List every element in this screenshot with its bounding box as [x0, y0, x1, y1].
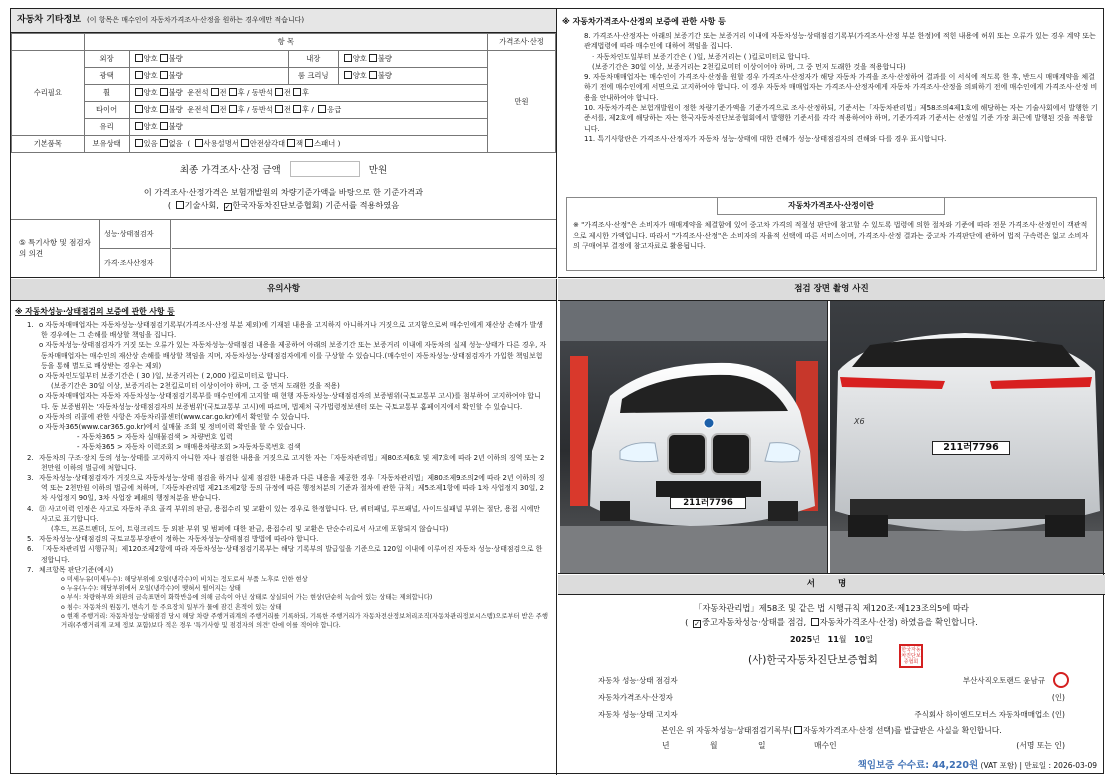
col-item-header: 항 목 — [84, 34, 487, 51]
guarantee-item-8-note: (보증기간은 30일 이상, 보증거리는 2천킬로미터 이상이어야 하며, 그 중 먼저 도래한 것을 적용합니다) — [592, 62, 906, 71]
room-bad-checkbox[interactable] — [369, 71, 377, 79]
sign-year: 2025 — [789, 635, 813, 644]
note-text: - 자동차365 > 자동차 실매물검색 > 차량번호 입력 — [77, 433, 233, 442]
note-number: 2. — [27, 453, 34, 462]
final-price-unit: 만원 — [368, 165, 388, 176]
note-number: 1. — [27, 321, 34, 329]
wheel-passenger-rear-checkbox[interactable] — [293, 88, 301, 96]
note-text: 자동차성능·상태점검의 국토교통부장관이 정하는 자동차성능·상태점검 방법에 따라야 합니다. — [39, 535, 319, 544]
inspection-report-page — [10, 8, 1104, 774]
notifier-value: 주식회사 하이엔드모터스 자동차매매업소 (인) — [914, 710, 1065, 719]
note-item — [27, 504, 548, 524]
note-text: ㉑ 사고이력 인정은 사고로 자동차 주요 골격 부위의 판금, 용접수리 및 교환이 있는 경우로 한정합니다. 단, 쿼터패널, 루프패널, 사이드실패널 부위는 절단, 용접 시에만 사고로 표기합니다. — [39, 504, 540, 523]
sign-date: 2025년 11월 10일 — [789, 635, 874, 644]
note-text: 자동차성능·상태점검자가 거짓으로 자동차성능·상태 점검을 하거나 실제 점검한 내용과 다른 내용을 제공한 경우「자동차관리법」제80조제9조의2에 따라 2년 이하의 징역 또는 2천만원 이하의 벌금에 처하며,「자동차관리법 제21조제2항 등의 규정에 따른 행정처분의 기준과 절차에 관한 규칙」제5조제1항에 따라 1차 사업정지 30일, 2차 사업정지 90일, 3차 사업장 폐쇄의 행정처분을 받습니다. — [39, 474, 545, 503]
exterior-label: 외장 — [84, 51, 129, 68]
note-text: o 자동차성능·상태점검자가 거짓 또는 오류가 있는 자동차성능·상태점검 내용을 제공하여 아래의 보증기간 또는 보증거리 이내에 자동차의 실제 성능·상태가 다른 경우, 자동차매매업자는 매수인의 재산상 손해를 배상할 책임을 지며, 자동차성능·상태점검자에게 이를 구상할 수 있습니다.(매수인이 자동차성능·상태점검자가 가입한 책임보험 등을 통해 별도로 배상받는 경우는 제외) — [39, 341, 547, 370]
note-text: o 자동차매매업자는 자동차 자동차성능·상태점검기록부를 매수인에게 고지할 때 현행 자동차성능·상태점검자의 보증범위(국토교통부 고시)를 첨부하여 고지하여야 합니다. 동 보증범위는 '자동차성능·상태점검자의 보증범위'(국토교통부 고시)에 따르며, 법제처 국가법령정보센터 또는 국토교통부 홈페이지에서 확인할 수 있습니다. — [39, 392, 541, 411]
pricer-opinion-label: 가격·조사산정자 — [104, 259, 154, 267]
note-text: 자동차의 구조·장치 등의 성능·상태를 고지하지 아니한 자나 점검한 내용을 거짓으로 고지한 자는「자동차관리법」제80조제6호 및 제7호에 따라 2년 이하의 징역 또는 2천만원 이하의 벌금에 처합니다. — [39, 453, 545, 472]
basis-tech-society-checkbox[interactable] — [176, 201, 184, 209]
inspector-stamp — [1053, 672, 1069, 688]
note-item — [41, 371, 548, 381]
price-definition-box — [566, 197, 1097, 271]
wheel-driver-front-checkbox[interactable] — [211, 88, 219, 96]
special-notes-label: ⑤ 특기사항 및 점검자의 의견 — [19, 238, 91, 258]
front-car-image — [560, 301, 828, 574]
jack-checkbox[interactable] — [287, 139, 295, 147]
final-price-row — [11, 161, 556, 177]
notes-section — [11, 279, 557, 775]
vat-note: (VAT 포함) — [980, 761, 1018, 770]
room-cleaning-label: 룸 크리닝 — [288, 68, 338, 85]
guarantee-item-8: 8. 가격조사·산정자는 아래의 보증기간 또는 보증거리 이내에 자동차성능·상태점검기록부(가격조사·산정 부분 한정)에 적힌 내용에 허위 또는 오류가 있는 경우 계약 또는 관계법령에 따라 매수인에 대하여 책임을 집니다. — [584, 32, 1096, 51]
rear-car-photo — [830, 301, 1103, 574]
org-seal: 한국자동차진단보증협회 — [899, 644, 923, 668]
final-price-input[interactable] — [290, 161, 360, 177]
note-text: 체크항목 판단기준(예시) — [39, 565, 114, 574]
guarantee-item-11: 11. 특기사항란은 가격조사·산정자가 자동차 성능·상태에 대한 견해가 성능·상태점검자의 견해와 다를 경우 표시합니다. — [584, 134, 947, 143]
glass-good-checkbox[interactable] — [135, 122, 143, 130]
photo-section — [558, 279, 1105, 574]
final-price-label: 최종 가격조사·산정 금액 — [179, 165, 281, 176]
holding-none-checkbox[interactable] — [160, 139, 168, 147]
gloss-bad-checkbox[interactable] — [160, 71, 168, 79]
glass-bad-checkbox[interactable] — [160, 122, 168, 130]
confirm-line: ( ✓중고자동차성능·상태를 점검, 자동차가격조사·산정) 하였음을 확인합니다. — [558, 616, 1105, 628]
inspector-opinion-label: 성능·상태점검자 — [100, 220, 170, 249]
basic-items-label: 기본품목 — [12, 136, 85, 153]
price-unit-cell: 만원 — [488, 51, 556, 153]
repair-needed-label: 수리필요 — [12, 51, 85, 136]
photo-header: 점검 장면 촬영 사진 — [558, 279, 1105, 301]
price-guarantee-title: ※ 자동차가격조사·산정의 보증에 관한 사항 등 — [562, 17, 726, 26]
guarantee-item-9: 9. 자동차매매업자는 매수인이 가격조사·산정을 원할 경우 가격조사·산정자가 해당 자동차 가격을 조사·산정하여 결과를 이 서식에 적도록 한 후, 반드시 매매계약을 체결하기 전에 매수인에게 서면으로 고지하여야 합니다. 이 경우 자동차 매매업자는 가격조사·산정자에게 자동차 가격조사·산정을 의뢰하기 전에 매수인에게 가격조사·산정 비용을 안내하여야 합니다. — [584, 73, 1098, 102]
criteria-item: o 침수: 자동차의 원동기, 변속기 등 주요장치 일부가 물에 잠긴 흔적이 있는 상태 — [61, 603, 282, 611]
holding-have-checkbox[interactable] — [135, 139, 143, 147]
wheel-passenger-front-checkbox[interactable] — [275, 88, 283, 96]
triangle-checkbox[interactable] — [241, 139, 249, 147]
inspector-label: 자동차 성능·상태 점검자 — [598, 676, 678, 685]
note-item — [41, 422, 548, 432]
expiry-date: 만료일 : 2026-03-09 — [1024, 761, 1097, 770]
law-line: 「자동차관리법」제58조 및 같은 법 시행규칙 제120조·제123조의5에 따라 — [694, 603, 969, 613]
front-license-plate: 211러7796 — [670, 497, 746, 509]
signature-section: 서 명 「자동차관리법」제58조 및 같은 법 시행규칙 제120조·제123조의5에 따라 ( ✓중고자동차성능·상태를 점검, 자동차가격조사·산정) 하였음을 확인합니다. 2025년 11월 10일 (사)한국자동차진단보증협회 한국자동차진단보증협회 자동차 성능·상태 점검자 부산사직오토랜드 윤남규 자동차가격조사·산정자 (인) 자동차 성능·상태 고지자 주식회사 하이엔드모터스 자동차매매업소 (인) 본인은 위 자동차성능·상태점검기록부( 자동차가격조사·산정 선택)를 발급받은 사실을 확인합니다. 년 월 일 매수인 (서명 또는 인) 책임보증 수수료: 44,220원 (VAT 포함) | 만료일 : 2026-03-09 — [558, 575, 1105, 775]
criteria-item: o 부식: 차량하부와 외판의 금속표면이 화학반응에 의해 금속이 아닌 상태로 상실되어 가는 현상(단순히 녹슬어 있는 상태는 제외합니다) — [61, 594, 433, 602]
other-info-table: 항 목 가격조사·산정 수리필요 외장 양호 불량 내장 양호 불량 만원 광택 양호 불량 룸 크리닝 양호 불량 휠 양호 불량 운전석 전 후 / 동반석 전 후 타이어 양호 불량 운전석 전 후 / 동반석 전 후 / 응급 유리 양호 불량 기본품목 보유상태 있음 없음 ( 사용설명서 안전삼각대 잭 스패너 ) — [11, 33, 556, 153]
tire-driver-front-checkbox[interactable] — [211, 105, 219, 113]
note-item — [41, 381, 548, 391]
rear-badge: X6 — [854, 417, 865, 426]
price-definition-text: ※ "가격조사·산정"은 소비자가 매매계약을 체결함에 있어 중고차 가격의 적절성 판단에 참고할 수 있도록 법령에 의한 절차와 기준에 따라 전문 가격조사·산정인이 객관적으로 제시한 가액입니다. 따라서 "가격조사·산정"은 소비자의 자율적 선택에 따른 서비스이며, 가격조사·산정 결과는 중고차 가격판단에 관하여 법적 구속력은 없고 소비자의 구매여부 결정에 참고자료로 활용됩니다. — [573, 221, 1089, 250]
guarantee-item-10: 10. 자동차가격은 보험개발원이 정한 차량기준가액을 기준가격으로 조사·산정하되, 기준서는「자동차관리법」제58조의4제1호에 해당하는 자는 기술사회에서 발행한 기준서를, 제2호에 해당하는 자는 한국자동차진단보증협회에서 발행한 기준서를 각각 적용하여야 하며, 기준가격과 기준서는 산정일 기준 가장 최근에 발행된 것을 적용합니다. — [584, 104, 1098, 133]
note-item — [27, 453, 548, 473]
notes-title: ※ 자동차성능·상태점검의 보증에 관한 사항 등 — [15, 307, 175, 316]
criteria-list — [11, 575, 556, 630]
tire-passenger-rear-checkbox[interactable] — [293, 105, 301, 113]
gloss-label: 광택 — [84, 68, 129, 85]
note-number: 7. — [27, 565, 34, 574]
price-check-checkbox[interactable] — [811, 618, 819, 626]
criteria-item: o 미세누유(미세누수): 해당부위에 오일(냉각수)이 비치는 정도로서 부품 노후로 인한 현상 — [61, 576, 308, 584]
gloss-good-checkbox[interactable] — [135, 71, 143, 79]
price-guarantee-section — [558, 9, 1105, 278]
spanner-checkbox[interactable] — [305, 139, 313, 147]
note-item — [41, 412, 548, 422]
other-info-section — [11, 9, 557, 278]
other-info-title: 자동차 기타정보 — [17, 15, 81, 25]
sign-month: 11 — [827, 635, 839, 644]
basis-kada-checkbox[interactable] — [224, 203, 232, 211]
price-guarantee-items — [558, 27, 1105, 144]
note-text: - 자동차365 > 자동차 이력조회 > 매매용차량조회 >자동차등록번호 검색 — [77, 443, 301, 452]
tire-label: 타이어 — [84, 102, 129, 119]
note-text: 「자동차관리법 시행규칙」제120조제2항에 따라 자동차성능·상태점검기록부는 해당 기록부의 발급일을 기준으로 120일 이내에 이루어진 자동차 성능·상태점검으로 한정합니다. — [39, 545, 543, 564]
criteria-item: o 누유(누수): 해당부위에서 오일(냉각수)이 맺혀서 떨어지는 상태 — [61, 585, 241, 593]
manual-checkbox[interactable] — [195, 139, 203, 147]
col-price-header: 가격조사·산정 — [488, 34, 556, 51]
interior-good-checkbox[interactable] — [344, 54, 352, 62]
other-info-title-bar — [11, 9, 556, 33]
wheel-bad-checkbox[interactable] — [160, 88, 168, 96]
buyer-label: 매수인 — [814, 741, 837, 750]
note-text: o 자동차인도일부터 보증기간은 ( 30 )일, 보증거리는 ( 2,000 )킬로미터로 합니다. — [39, 372, 289, 381]
wheel-good-checkbox[interactable] — [135, 88, 143, 96]
exterior-bad-checkbox[interactable] — [160, 54, 168, 62]
sign-day: 10 — [854, 635, 866, 644]
notes-list — [11, 317, 556, 575]
other-info-subtitle: (이 항목은 매수인이 자동차가격조사·산정을 원하는 경우에만 적습니다) — [87, 16, 305, 24]
inspector-opinion-field[interactable] — [172, 220, 556, 249]
wheel-driver-rear-checkbox[interactable] — [229, 88, 237, 96]
wheel-label: 휠 — [84, 85, 129, 102]
performance-check-checkbox[interactable] — [693, 620, 701, 628]
criteria-item: o 현재 주행거리: 자동차성능·상태점검 당시 해당 차량 주행거리계의 주행거리를 기록하되, 기록한 주행거리가 자동차전산정보처리조직(자동차관리정보시스템)으로부터 받은 주행거리(주행거리계 교체 정보 포함)보다 적은 경우 '특기사항 및 점검자의 의견' 란에 이를 적어야 합니다. — [61, 612, 548, 630]
note-item — [41, 432, 548, 442]
rear-license-plate: 211러7796 — [932, 441, 1010, 455]
tire-driver-rear-checkbox[interactable] — [229, 105, 237, 113]
room-good-checkbox[interactable] — [344, 71, 352, 79]
glass-label: 유리 — [84, 119, 129, 136]
note-text: (보증기간은 30일 이상, 보증거리는 2천킬로미터 이상이어야 하며, 그 중 먼저 도래한 것을 적용) — [51, 382, 340, 391]
tire-bad-checkbox[interactable] — [160, 105, 168, 113]
tire-good-checkbox[interactable] — [135, 105, 143, 113]
note-item — [27, 320, 548, 340]
receipt-line: 본인은 위 자동차성능·상태점검기록부( 자동차가격조사·산정 선택)를 발급받은 사실을 확인합니다. — [661, 726, 1002, 735]
fee-row: 책임보증 수수료: 44,220원 (VAT 포함) | 만료일 : 2026-03-09 — [857, 760, 1097, 771]
note-item — [41, 391, 548, 411]
pricer-value: (인) — [1051, 693, 1065, 702]
interior-label: 내장 — [288, 51, 338, 68]
signature-header: 서 명 — [558, 575, 1105, 595]
note-item — [41, 340, 548, 371]
note-number: 6. — [27, 545, 34, 554]
holding-label: 보유상태 — [84, 136, 129, 153]
note-text: o 자동차의 리콜에 관한 사항은 자동차리콜센터(www.car.go.kr)에서 확인할 수 있습니다. — [39, 412, 310, 421]
note-item — [27, 534, 548, 544]
pricer-opinion-field[interactable] — [172, 250, 556, 278]
note-item — [27, 544, 548, 564]
note-item — [27, 473, 548, 504]
note-number: 3. — [27, 474, 34, 483]
notifier-label: 자동차 성능·상태 고지자 — [598, 710, 678, 719]
tire-passenger-front-checkbox[interactable] — [275, 105, 283, 113]
note-text: (후드, 프론트펜더, 도어, 트렁크리드 등 외판 부위 및 범퍼에 대한 판금, 용접수리 및 교환은 단순수리로서 사고에 포함되지 않습니다) — [51, 525, 449, 534]
fee-label: 책임보증 수수료: 44,220원 — [857, 760, 979, 771]
note-item — [41, 442, 548, 452]
interior-bad-checkbox[interactable] — [369, 54, 377, 62]
buyer-sign-field[interactable]: (서명 또는 인) — [1016, 741, 1065, 750]
receipt-price-checkbox[interactable] — [794, 726, 802, 734]
guarantee-item-8-period: · 자동차인도일부터 보증기간은 ( )일, 보증거리는 ( )킬로미터로 합니다. — [592, 52, 810, 61]
basis-line: 이 가격조사·산정가격은 보험개발원의 차량기준가액을 바탕으로 한 기준가격과 — [143, 187, 424, 197]
note-item — [41, 524, 548, 534]
inspector-value: 부산사직오토랜드 윤남규 — [962, 676, 1045, 685]
notes-header: 유의사항 — [11, 279, 556, 301]
special-notes-block — [11, 219, 556, 278]
pricer-label: 자동차가격조사·산정자 — [598, 693, 673, 702]
note-text: o 자동차매매업자는 자동차성능·상태점검기록부(가격조사·산정 부분 제외)에 기재된 내용을 고지하지 아니하거나 거짓으로 고지함으로써 매수인에게 재산상 손해가 발생한 경우에는 그 손해를 배상할 책임을 집니다. — [39, 321, 543, 340]
price-definition-title: 자동차가격조사·산정이란 — [717, 197, 945, 215]
rear-car-image — [830, 301, 1103, 574]
note-text: o 자동차365(www.car365.go.kr)에서 실매물 조회 및 정비이력 확인을 할 수 있습니다. — [39, 423, 306, 432]
note-number: 4. — [27, 504, 34, 513]
front-car-photo — [560, 301, 828, 574]
exterior-good-checkbox[interactable] — [135, 54, 143, 62]
org-name: (사)한국자동차진단보증협회 — [748, 654, 878, 666]
note-number: 5. — [27, 535, 34, 544]
note-item — [27, 565, 548, 575]
tire-emergency-checkbox[interactable] — [318, 105, 326, 113]
basis-text: 이 가격조사·산정가격은 보험개발원의 차량기준가액을 바탕으로 한 기준가격과 ( 기술사회, ✓ 한국자동차진단보증협회) 기준서를 적용하였음 — [11, 186, 556, 212]
